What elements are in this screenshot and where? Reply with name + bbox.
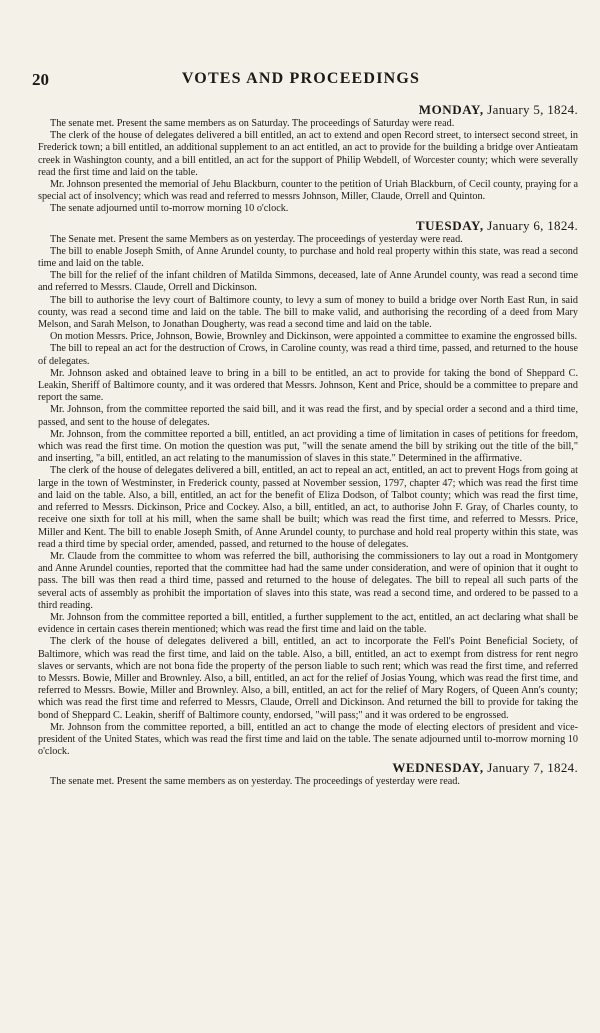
- day-date: January 6, 1824.: [487, 217, 578, 233]
- paragraph: The bill for the relief of the infant children of Matilda Simmons, deceased, late of Anne Arundel county, was read a second time and referred to Messrs. Claude, Orrell and Dickinson.: [38, 270, 578, 294]
- paragraph: The bill to enable Joseph Smith, of Anne Arundel county, to purchase and hold real property within this state, was read a second time and laid on the table.: [38, 245, 578, 270]
- paragraph: Mr. Johnson, from the committee reported a bill, entitled, an act providing a time of limitation in cases of petitions for freedom, which was read the first time. On motion the question was put, "will the senate amend the bill by striking out the title of the bill," and inserting, "a bill, entitled, an act relating to the manumission of slaves in this state." Determined in the affirmative.: [38, 428, 578, 465]
- page-header: [32, 70, 570, 96]
- day-heading-tuesday: [38, 218, 578, 233]
- paragraph: Mr. Claude from the committee to whom was referred the bill, authorising the commissioners to lay out a road in Montgomery and Anne Arundel counties, reported that the committee had had the same under consideration, and were of opinion that it ought to pass. The bill was then read a third time, passed and returned to the house of delegates. The bill to repeal all such parts of the several acts of assembly as prohibit the importation of slaves into this state, was read a second time, and ordered to be passed to a third reading.: [38, 550, 578, 611]
- paragraph: The bill to repeal an act for the destruction of Crows, in Caroline county, was read a third time, passed, and returned to the house of delegates.: [38, 343, 578, 367]
- day-date: January 7, 1824.: [487, 760, 578, 776]
- day-name: WEDNESDAY,: [392, 760, 484, 776]
- paragraph: The clerk of the house of delegates delivered a bill entitled, an act to extend and open Record street, to intersect second street, in Frederick town; a bill entitled, an additional supplement to an act entitled, an act to provide for the building a bridge over Antieatam creek in Washington county, and a bill entitled, an act for the support of Philip Webdell, of Worcester county; which were severally read the first time and laid on the table.: [38, 130, 578, 178]
- paragraph: Mr. Johnson presented the memorial of Jehu Blackburn, counter to the petition of Uriah Blackburn, of Cecil county, praying for a special act of insolvency; which was read and referred to messrs Johnson, Miller, Claude, Orrell and Quinton.: [38, 179, 578, 203]
- paragraph: The bill to authorise the levy court of Baltimore county, to levy a sum of money to build a bridge over North East Run, in said county, was read a second time and laid on the table. The bill to make valid, and authorising the recording of a deed from Mary Melson, and Sarah Melson, to Jonathan Dougherty, was read a second time and laid on the table.: [38, 294, 578, 331]
- paragraph: The clerk of the house of delegates delivered a bill, entitled, an act to repeal an act, entitled, an act to prevent Hogs from going at large in the town of Westminster, in Frederick county, passed at November session, 1797, chapter 47; which was read the first time and laid on the table. Also, a bill, entitled, an act for the benefit of Eliza Dodson, of Talbot county; which was read the first time, and referred to Messrs. Dickinson, Price and Cockey. Also, a bill, entitled, an act, to authorise John F. Gray, of Charles county, to receive one sixth for toll at his mill, when the same shall be built; which was read the first time, and referred to Messrs. Price, Miller and Kent. The bill to enable Joseph Smith, of Anne Arundel county, to purchase and hold real property within this state, was read a third time by special order, amended, passed, and returned to the house of delegates.: [38, 465, 578, 550]
- paragraph: The clerk of the house of delegates delivered a bill, entitled, an act to incorporate the Fell's Point Beneficial Society, of Baltimore, which was read the first time, and laid on the table. Also, a bill, entitled, an act to exempt from distress for rent negro slaves or servants, which are not bona fide the property of the person liable to such rent; which was read the first time, and referred to Messrs. Bowie, Miller and Brownley. Also, a bill, entitled, an act for the relief of Josias Young, which was read the first time, and referred to Messrs. Bowie, Miller and Brownley. Also, a bill, entitled, an act for the relief of Mary Rogers, of Queen Ann's county; which was read the first time and referred to Messrs, Claude, Orrell and Dickinson. And returned the bill to provide for taking the bond of Sheppard C. Leakin, sheriff of Baltimore county, endorsed, "will pass;" and it was ordered to be engrossed.: [38, 636, 578, 721]
- running-title: VOTES AND PROCEEDINGS: [181, 70, 421, 87]
- day-date: January 5, 1824.: [487, 102, 578, 117]
- paragraph: Mr. Johnson, from the committee reported the said bill, and it was read the first, and by special order a second and a third time, passed, and sent to the house of delegates.: [38, 404, 578, 428]
- paragraph: The Senate met. Present the same Members as on yesterday. The proceedings of yesterday were read.: [50, 233, 463, 245]
- paragraph: The senate met. Present the same members as on yesterday. The proceedings of yesterday were read.: [50, 776, 460, 788]
- paragraph: Mr. Johnson from the committee reported a bill, entitled, a further supplement to the act, entitled, an act declaring what shall be evidence in certain cases therein mentioned; which was read the first time and laid on the table.: [38, 611, 578, 636]
- body-text: [38, 100, 578, 789]
- paragraph: The senate met. Present the same members as on Saturday. The proceedings of Saturday were read.: [50, 118, 455, 129]
- day-heading-wednesday: [38, 760, 578, 775]
- paragraph: The senate adjourned until to-morrow morning 10 o'clock.: [50, 203, 289, 215]
- day-name: TUESDAY,: [415, 217, 484, 233]
- paragraph: On motion Messrs. Price, Johnson, Bowie, Brownley and Dickinson, were appointed a committee to examine the engrossed bills.: [50, 331, 578, 343]
- day-name: MONDAY,: [418, 102, 484, 117]
- paragraph: Mr. Johnson asked and obtained leave to bring in a bill to be entitled, an act to provide for taking the bond of Sheppard C. Leakin, Sheriff of Baltimore county, and it was ordered that Messrs. Johnson, Kent and Price, should be a committee to prepare and report the same.: [38, 367, 578, 404]
- paragraph: Mr. Johnson from the committee reported, a bill, entitled an act to change the mode of electing electors of president and vice-president of the United States, which was read the first time and laid on the table. The senate adjourned until to-morrow morning 10 o'clock.: [38, 721, 578, 758]
- page-number: 20: [32, 70, 49, 89]
- day-heading-monday: [38, 102, 578, 117]
